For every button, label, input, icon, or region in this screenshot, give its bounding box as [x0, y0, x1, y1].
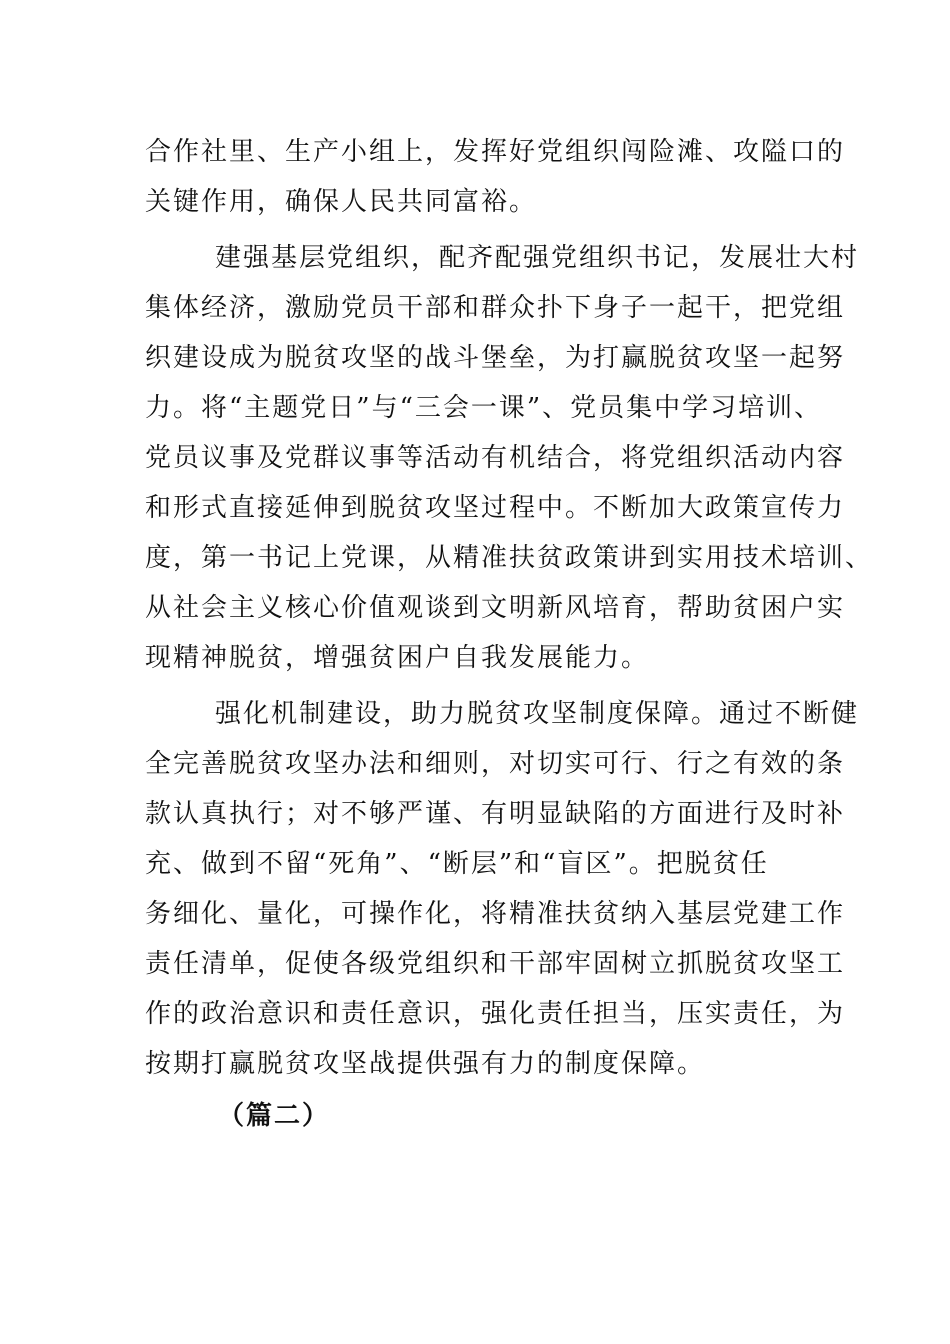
paragraph-3-line-4: 充、做到不留“死角”、“断层”和“盲区”。把脱贫任 [145, 849, 769, 879]
paragraph-3-line-2: 全完善脱贫攻坚办法和细则，对切实可行、行之有效的条 [145, 749, 846, 779]
paragraph-1-line-1: 合作社里、生产小组上，发挥好党组织闯险滩、攻隘口的 [145, 137, 846, 167]
paragraph-2-line-5: 党员议事及党群议事等活动有机结合，将党组织活动内容 [145, 443, 846, 473]
paragraph-2-line-8: 从社会主义核心价值观谈到文明新风培育，帮助贫困户实 [145, 593, 846, 623]
paragraph-3-line-7: 作的政治意识和责任意识，强化责任担当，压实责任，为 [145, 999, 846, 1029]
paragraph-3-line-3: 款认真执行；对不够严谨、有明显缺陷的方面进行及时补 [145, 799, 846, 829]
paragraph-2-line-2: 集体经济，激励党员干部和群众扑下身子一起干，把党组 [145, 293, 846, 323]
paragraph-2-line-6: 和形式直接延伸到脱贫攻坚过程中。不断加大政策宣传力 [145, 493, 846, 523]
section-heading: （篇二） [218, 1101, 331, 1131]
paragraph-2-line-1: 建强基层党组织，配齐配强党组织书记，发展壮大村 [215, 243, 860, 273]
paragraph-3-line-1: 强化机制建设，助力脱贫攻坚制度保障。通过不断健 [215, 699, 860, 729]
paragraph-3-line-6: 责任清单，促使各级党组织和干部牢固树立抓脱贫攻坚工 [145, 949, 846, 979]
paragraph-2-line-7: 度，第一书记上党课，从精准扶贫政策讲到实用技术培训、 [145, 543, 874, 573]
paragraph-3-line-5: 务细化、量化，可操作化，将精准扶贫纳入基层党建工作 [145, 899, 846, 929]
paragraph-3-line-8: 按期打赢脱贫攻坚战提供强有力的制度保障。 [145, 1049, 706, 1079]
paragraph-1-line-2: 关键作用，确保人民共同富裕。 [145, 187, 538, 217]
paragraph-2-line-4: 力。将“主题党日”与“三会一课”、党员集中学习培训、 [145, 393, 823, 423]
paragraph-2-line-9: 现精神脱贫，增强贫困户自我发展能力。 [145, 643, 650, 673]
paragraph-2-line-3: 织建设成为脱贫攻坚的战斗堡垒，为打赢脱贫攻坚一起努 [145, 343, 846, 373]
